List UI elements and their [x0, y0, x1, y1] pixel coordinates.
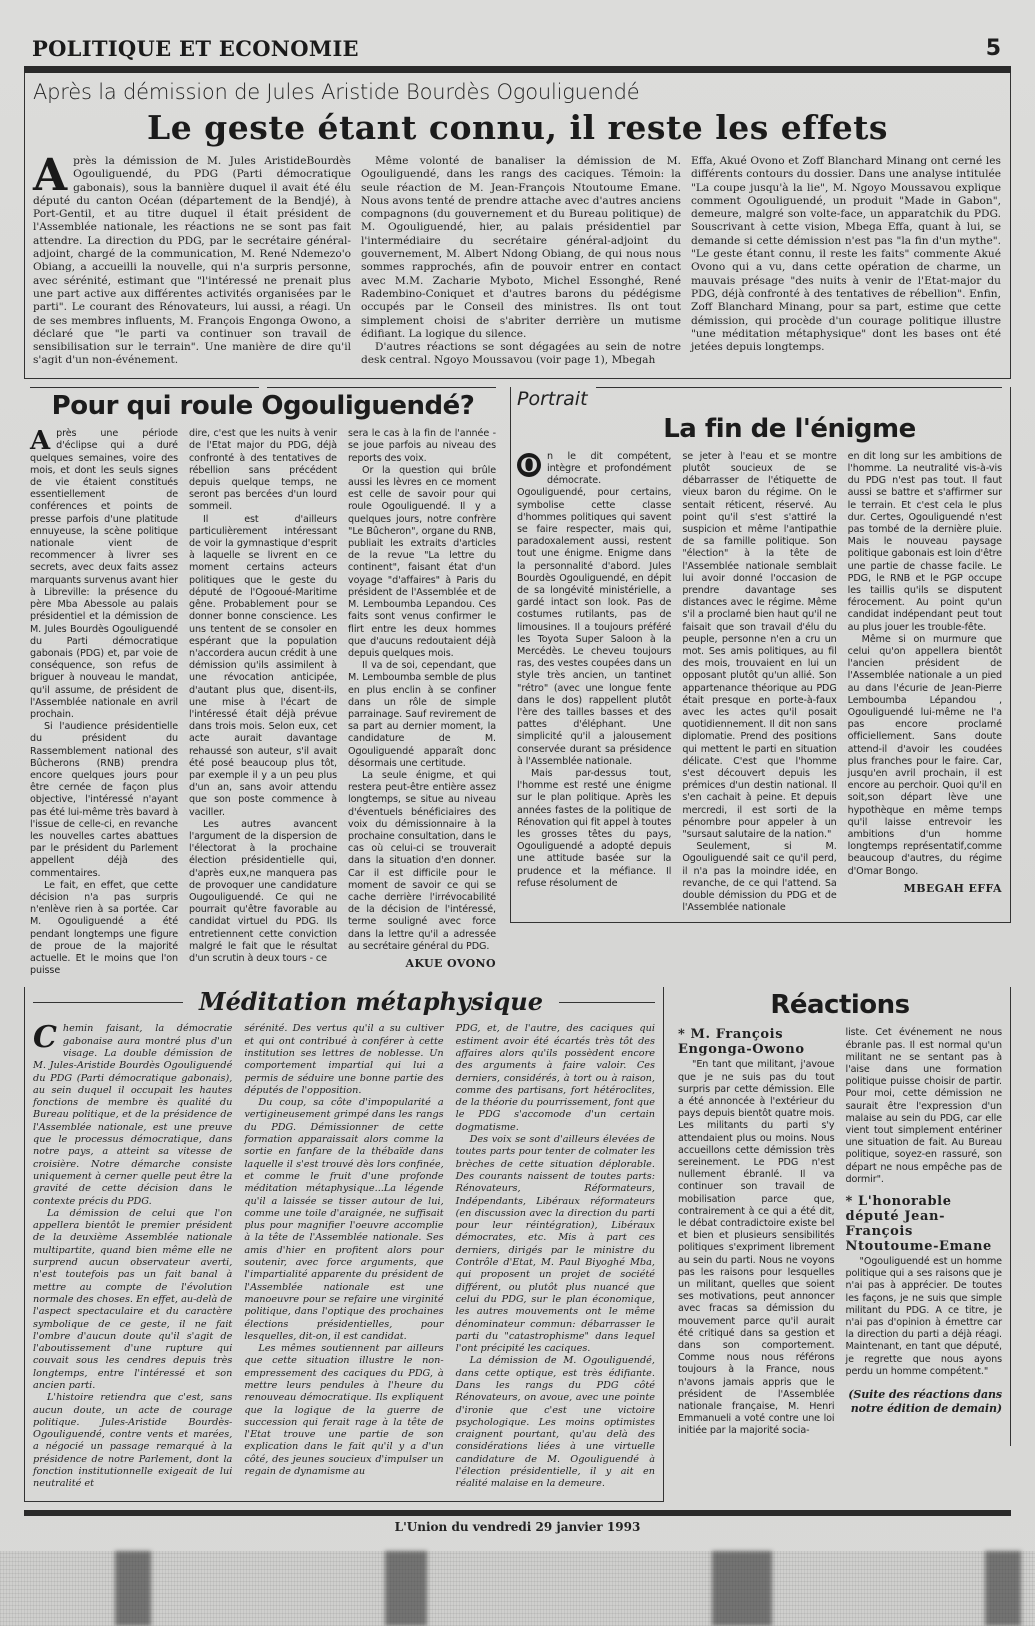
reactions-column-2: [846, 1027, 1003, 1416]
portrait-column-2: [682, 451, 836, 915]
scan-band: [115, 1551, 151, 1626]
meditation-paragraph: Les mêmes soutiennent par ailleurs que cette situation illustre le non-empressement des caciques du PDG, à mettre leurs pendules à l'heure du renouveau démocratique. Ils expliquent que la logique de la guerre de succession qui ferait rage à la tête de l'Etat trouve une partie de son explication dans le fait qu'il y a d'un côté, des jeunes soucieux d'impulser un regain de dynamisme au: [244, 1343, 444, 1478]
portrait-paragraph: n le dit compétent, intègre et profondément démocrate. Ogouliguendé, pour certains, symbolise cette classe d'hommes politiques qui savent se faire respecter, mais qui, paradoxalement aussi, restent tout une énigme. Enigme dans la personnalité d'abord. Jules Bourdès Ogouliguendé, en dépit de sa longévité ministérielle, a gardé intact son look. Pas de costumes rutilants, pas de limousines. Il a toujours préféré les Toyota Super Saloon à la Mercédès. Le cheveu toujours ras, des vestes coupées dans un style très ancien, un tantinet "rétro" (avec une longue fente dans le dos) rappellent plutôt l'ère des tailles basses et des pattes d'éléphant. Une simplicité qu'il a jalousement conservée durant sa présidence à l'Assemblée nationale.: [517, 450, 672, 767]
scan-band: [985, 1551, 1021, 1626]
meditation-column-1: [33, 1020, 233, 1490]
portrait-paragraph: Même si on murmure que celui qu'on appellera bientôt l'ancien président de l'Assemblée nationale a un pied au dans l'écurie de Jean-Pierre Lemboumba Lépandou , Ogouliguendé lui-même ne l'a pas encore proclamé officiellement. Sans doute attend-il d'avoir les coudées plus franches pour le faire. Car, jusqu'en avril prochain, il est encore au perchoir. Quoi qu'il en soit,son départ lève une hypothèque en même temps qu'il laisse entrevoir les ambitions d'un homme longtemps représentatif,comme beaucoup d'autres, du régime d'Omar Bongo.: [847, 633, 1002, 877]
portrait-rule: [596, 387, 1002, 389]
main-col3-paragraph: Effa, Akué Ovono et Zoff Blanchard Minang ont cerné les différents contours du dossier. Dans une analyse intitulée "La coupe jusqu'à la lie", M. Ngoyo Moussavou explique comment Ogouliguendé, un produit "Made in Gabon", demeure, malgré son volte-face, un apparatchik du PDG. Souscrivant à cette vision, Mbega Effa, quant à lui, se demande si cette démission n'est pas "la fin d'un mythe". "Le geste étant connu, il reste les faits" commente Akué Ovono qui a vu, dans cette opération de charme, un mauvais présage "des nuits à venir de l'Etat-major du PDG, déjà confronté à des tentatives de rébellion". Enfin, Zoff Blanchard Minang, pour sa part, estime que cette démission, qui procède d'un courage politique illustre "une méditation métaphysique" dont les bases ont été jetées depuis longtemps.: [691, 155, 1001, 354]
middle-row: [24, 387, 1011, 978]
bottom-row: [24, 987, 1011, 1501]
pour-qui-paragraph: La seule énigme, et qui restera peut-être entière assez longtemps, se situe au niveau d'éventuels bénéficiaires des voix du démissionnaire à la prochaine consultation, dans le cas où celui-ci se trouverait dans la situation d'en donner. Car il est difficile pour le moment de savoir ce qui se cache derrière l'irrévocabilité de la décision de l'intéressé, terme souligné avec force dans la lettre qu'il a adressée au secrétaire général du PDG.: [348, 769, 496, 952]
main-dropcap: A: [33, 150, 68, 201]
header-rule: [24, 66, 1011, 73]
portrait-paragraph: Seulement, si M. Ogouliguendé sait ce qu'il perd, il n'a pas la moindre idée, en revanche, de ce qui l'attend. Sa double démission du PDG et de l'Assemblée nationale: [682, 841, 837, 914]
pour-qui-columns: [30, 428, 496, 977]
pour-qui-header: [30, 387, 496, 389]
main-col2-paragraph: Même volonté de banaliser la démission de M. Ogouliguendé, dans les rangs des caciques. Témoin: la seule réaction de M. Jean-François Ntoutoume Emane. Nous avons tenté de prendre attache avec d'autres anciens compagnons (du gouvernement et du Bureau politique) de M. Ogouliguendé, hier, au palais présidentiel par l'intermédiaire du secrétaire général-adjoint du gouvernement, M. Albert Ndong Obiang, de qui nous nous sommes rapprochés, afin de pouvoir entrer en contact avec M.M. Zacharie Myboto, Michel Essonghé, René Radembino-Coniquet et d'autres barons du pédégisme occupés par le Conseil des ministres. Ils ont tout simplement choisi de s'abriter derrière un mutisme édifiant. La logique du silence.: [361, 155, 681, 340]
meditation-paragraph: Du coup, sa côte d'impopularité a vertigineusement grimpé dans les rangs du PDG. Démissionner de cette formation apparaissait alors comme la sortie en fanfare de la thébaïde dans laquelle il s'est trouvé dès lors confinée, et comme le fruit d'une profonde méditation métaphysique...La légende qu'il a laissée se tisser autour de lui, comme une toile d'araignée, ne suffisait plus pour magnifier l'oeuvre accomplie à la tête de l'Assemblée nationale. Ses amis d'hier en profitent alors pour soutenir, avec force arguments, que l'impartialité apparente du président de l'Assemblée nationale est une manoeuvre pour se refaire une virginité politique, dans l'optique des prochaines élections présidentielles, pour lesquelles, dit-on, il est candidat.: [244, 1097, 444, 1342]
reaction-person-1-quote-continued: liste. Cet événement ne nous ébranle pas. Il est normal qu'un militant ne se sentant pas à l'aise dans une formation politique puisse choisir de partir. Pour moi, cette démission ne saurait être l'expression d'un malaise au sein du PDG, car elle vient tout simplement entériner une situation de fait. Au Bureau politique, soyez-en rassuré, son départ ne nous empêche pas de dormir".: [845, 1027, 1002, 1185]
pour-qui-paragraph: Or la question qui brûle aussi les lèvres en ce moment est celle de savoir pour qui roule Ogouliguendé. Il y a quelques jours, notre confrère "Le Bûcheron", organe du RNB, publiait les extraits d'articles de la revue "La lettre du continent", faisant état d'un voyage "d'affaires" à Paris du président de l'Assemblée et de M. Lemboumba Lepandou. Ces faits sont venus confirmer le flirt entre les deux hommes que d'aucuns redoutaient déjà depuis quelques mois.: [348, 464, 496, 659]
pour-qui-paragraph: sera le cas à la fin de l'année - se joue parfois au niveau des reports des voix.: [348, 428, 496, 464]
meditation-paragraph: sérénité. Des vertus qu'il a su cultiver et qui ont contribué à conférer à cette institution ses lettres de noblesse. Un comportement impartial qui lui a permis de séduire une bonne partie des députés de l'opposition.: [244, 1023, 444, 1096]
pour-qui-paragraph: Si l'audience présidentielle du président du Rassemblement national des Bûcherons (RNB) prendra encore quelques jours pour être cernée de façon plus objective, l'intéressé n'ayant pas été lui-même très bavard à l'issue de celle-ci, en revanche les nouvelles cartes abattues par le président du Parlement appellent déjà des commentaires.: [30, 721, 178, 879]
meditation-rule-right: [559, 1002, 655, 1004]
portrait-column-1: [517, 451, 671, 890]
portrait-box: [510, 387, 1011, 924]
pour-qui-rule-right: [267, 387, 496, 389]
pour-qui-paragraph: Les autres avancent l'argument de la dispersion de l'électorat à la prochaine élection présidentielle qui, d'après eux,ne manquera pas de provoquer une candidature Ougouliguendé. Ce qui ne pourrait qu'être favorable au candidat virtuel du PDG. Ils entretiennent cette conviction malgré le fait que le résultat d'un scrutin à deux tours - ce: [189, 818, 337, 964]
main-article-columns: [33, 150, 1002, 368]
portrait-paragraph: en dit long sur les ambitions de l'homme. La neutralité vis-à-vis du PDG n'est pas tout. Il faut aussi se battre et s'affirmer sur le terrain. Et c'est cela le plus dur. Certes, Ogouliguendé n'est pas tombé de la dernière pluie. Mais le nouveau paysage politique gabonais est loin d'être une partie de chasse facile. Le PDG, le RNB et le PGP occupe les taillis qu'ils se disputent férocement. Au point qu'un candidat indépendant peut tout au plus jouer les trouble-fête.: [847, 450, 1002, 633]
portrait-header: [517, 387, 1002, 411]
reactions-section: [674, 987, 1011, 1445]
meditation-paragraph: La démission de celui que l'on appellera bientôt le premier président de la deuxième Assemblée nationale multipartite, quand bien même elle ne surprend aucun observateur averti, n'est toutefois pas un fait banal à mettre au compte de l'évolution normale des choses. En effet, au-delà de l'aspect spectaculaire et du caractère symbolique de ce geste, il ne fait l'ombre d'aucun doute qu'il s'agit de l'aboutissement d'une rupture qui couvait sous les cendres depuis très longtemps, entre l'intéressé et son ancien parti.: [33, 1207, 233, 1391]
main-article-box: [24, 73, 1011, 379]
pour-qui-column-1: [30, 428, 178, 977]
reactions-headline: Réactions: [770, 990, 910, 1021]
meditation-dropcap: C: [33, 1020, 57, 1056]
masthead: [24, 36, 1011, 62]
main-article-column-2: [361, 155, 681, 368]
meditation-headline: Méditation métaphysique: [199, 987, 543, 1017]
scan-band: [385, 1551, 427, 1626]
main-article-column-3: [691, 155, 1001, 354]
pour-qui-paragraph: dire, c'est que les nuits à venir de l'Etat major du PDG, déjà confronté à des tentatives de rébellion sans précédent depuis quelque temps, ne seront pas bercées d'un lourd sommeil.: [189, 428, 337, 513]
reactions-columns: [678, 1027, 1002, 1437]
reactions-continued-note: (Suite des réactions dans notre édition de demain): [848, 1388, 1002, 1416]
pour-qui-paragraph: Le fait, en effet, que cette décision n'a pas surpris n'enlève rien à sa portée. Car M. Ogouliguendé a été pendant longtemps une figure de proue de la majorité actuelle. Et le moins que l'on puisse: [30, 879, 178, 977]
portrait-byline: MBEGAH EFFA: [903, 881, 1002, 895]
pour-qui-paragraph: Il va de soi, cependant, que M. Lemboumba semble de plus en plus enclin à se confiner dans un rôle de simple parrainage. Sauf revirement de sa part au dernier moment, la candidature de M. Ogouliguendé apparaît donc désormais une certitude.: [348, 660, 496, 769]
section-title: POLITIQUE ET ECONOMIE: [32, 36, 359, 61]
portrait-column-3: [848, 451, 1002, 896]
meditation-paragraph: PDG, et, de l'autre, des caciques qui estiment avoir été écartés très tôt des affaires alors qu'ils possèdent encore des arguments à faire valoir. Ces derniers, considérés, à tort ou à raison, comme des partisans, fort hétéroclites, de la théorie du pourrissement, font que le PDG s'accomode d'un certain dogmatisme.: [455, 1023, 655, 1133]
reaction-person-2-quote: "Ogouliguendé est un homme politique qui a ses raisons que je n'ai pas à apprécier. De toutes les façons, je ne suis que simple militant du PDG. A ce titre, je n'ai pas d'opinion à émettre car la direction du parti a déjà réagi. Maintenant, en tant que député, je regrette que nous ayons perdu un homme compétent.": [845, 1256, 1002, 1377]
meditation-paragraph: Des voix se sont d'ailleurs élevées de toutes parts pour tenter de colmater les brèches de cette situation déplorable. Des courants naissent de toutes parts: Rénovateurs, Réformateurs, Indépendants, Libéraux réformateurs (en discussion avec la direction du parti pour leur réintégration), Libéraux démocrates, etc. Mis à part ces derniers, dirigés par le ministre du Contrôle d'Etat, M. Paul Biyoghé Mba, qui proposent un projet de société différent, ou plutôt plus nuancé que celui du PDG, sur le plan économique, les autres mouvements ont le même dénominateur commun: débarrasser le parti du "catastrophisme" dans lequel l'ont précipité les caciques.: [455, 1134, 655, 1355]
reaction-person-1-name: * M. François Engonga-Owono: [678, 1027, 805, 1058]
meditation-columns: [33, 1020, 655, 1490]
meditation-column-3: [456, 1023, 655, 1490]
reactions-column-1: [678, 1027, 835, 1437]
portrait-headline: La fin de l'énigme: [663, 413, 916, 444]
portrait-columns: [517, 451, 1002, 915]
meditation-box: [24, 987, 664, 1501]
scan-artifact: [0, 1551, 1035, 1626]
main-headline: Le geste étant connu, il reste les effets: [146, 108, 889, 147]
page-number: 5: [985, 36, 1001, 61]
pour-qui-paragraph: Il est d'ailleurs particulièrement intéressant de voir la gymnastique d'esprit à laquelle se livrent en ce moment certains acteurs politiques que le geste du député de l'Ogooué-Maritime gêne. Probablement pour se donner bonne conscience. Les uns tentent de se consoler en espérant que la population n'accordera aucun crédit à une démission qu'ils assimilent à une révocation anticipée, d'autant plus que, disent-ils, une mise à l'écart de l'intéressé était déjà prévue dans trois mois. Selon eux, cet acte aurait davantage rehaussé son auteur, s'il avait été posé beaucoup plus tôt, par exemple il y a un peu plus d'un an, sans avoir attendu que son poste commence à vaciller.: [189, 513, 337, 818]
main-col2-paragraph: D'autres réactions se sont dégagées au sein de notre desk central. Ngoyo Moussavou (voir page 1), Mbegah: [361, 341, 681, 367]
meditation-paragraph: hemin faisant, la démocratie gabonaise aura montré plus d'un visage. La double démission de M. Jules-Aristide Bourdès Ogouliguendé du PDG (Parti démocratique gabonais), au sein duquel il occupait les hautes fonctions de membre ès qualité du Bureau politique, et de la présidence de l'Assemblée nationale, est une preuve que le processus démocratique, dans notre pays, a atteint sa vitesse de croisière. Notre démarche consiste uniquement à cerner quelle peut être la gravité de cette décision dans le contexte précis du PDG.: [33, 1023, 233, 1207]
pour-qui-article: [24, 387, 500, 978]
pour-qui-column-3: [348, 428, 496, 971]
pour-qui-rule-left: [30, 387, 259, 389]
pour-qui-column-2: [189, 428, 337, 965]
pour-qui-paragraph: près une période d'éclipse qui a duré quelques semaines, voire des mois, et dont les seuls signes de vie étaient constitués essentiellement de conférences et points de presse parfois d'une platitude ennuyeuse, la scène politique nationale vient de recommencer à livrer ses secrets, avec deux faits assez marquants survenus avant hier à Libreville: la présence du père Mba Abessole au palais présidentiel et la démission de M. Jules Bourdès Ogouliguendé du Parti démocratique gabonais (PDG) et, par voie de conséquence, son refus de briguer à nouveau le mandat, qu'il assume, de président de l'Assemblée nationale en avril prochain.: [30, 428, 178, 720]
main-kicker: Après la démission de Jules Aristide Bourdès Ogouliguendé: [33, 80, 640, 104]
portrait-tag: Portrait: [517, 387, 588, 410]
pour-qui-headline: Pour qui roule Ogouliguendé?: [51, 391, 475, 422]
pour-qui-dropcap: A: [30, 426, 51, 457]
portrait-dropcap: O: [517, 453, 541, 477]
footer-rule: [24, 1510, 1011, 1516]
reaction-person-2-name: * L'honorable député Jean-François Ntoutoume-Emane: [845, 1194, 992, 1255]
meditation-column-2: [244, 1023, 443, 1478]
scan-band: [712, 1551, 772, 1626]
meditation-header: [33, 987, 655, 1017]
meditation-paragraph: L'histoire retiendra que c'est, sans aucun doute, un acte de courage politique. Jules-Aristide Bourdès-Ogouliguendé, contre vents et marées, a négocié un passage remarqué à la présidence de notre Parlement, dont la fonction institutionnelle exigeait de lui neutralité et: [33, 1392, 233, 1490]
main-article-column-1: [33, 150, 351, 368]
meditation-paragraph: La démission de M. Ogouliguendé, dans cette optique, est très édifiante. Dans les rangs du PDG côté Rénovateurs, on avoue, avec une pointe d'ironie que c'est une victoire psychologique. Les moins optimistes craignent pourtant, qu'au delà des considérations liées à une virtuelle candidature de M. Ogouliguendé à l'élection présidentielle, il y ait en réalité malaise en la demeure.: [455, 1355, 655, 1490]
scan-artifact-area: [0, 1551, 1035, 1626]
pour-qui-byline: AKUE OVONO: [405, 956, 496, 970]
meditation-rule-left: [33, 1002, 183, 1004]
main-col1-text: près la démission de M. Jules AristideBourdès Ogouliguendé, du PDG (Parti démocratique gabonais), sous la bannière duquel il avait été élu député du canton Océan (département de la Bendjé), à Port-Gentil, et au titre duquel il était président de l'Assemblée nationale, les réactions ne se sont pas fait attendre. La direction du PDG, par le secrétaire général-adjoint, chargé de la communication, M. René Ndemezo'o Obiang, a accueilli la nouvelle, qui n'a surpris personne, avec sérénité, estimant que "l'intéressé ne prenait plus une part active aux différentes activités organisées par le parti". Le courant des Rénovateurs, lui aussi, a réagi. Un de ses membres influents, M. François Engonga Owono, a déclaré que "le parti va continuer son travail de sensibilisation sur le terrain". Une manière de dire qu'il s'agit d'un non-événement.: [33, 155, 351, 367]
portrait-paragraph: Mais par-dessus tout, l'homme est resté une énigme sur le plan politique. Après les années fastes de la politique de Rénovation qui fit appel à toutes les grosses têtes du pays, Ogouliguendé a adopté depuis une attitude basée sur la prudence et la méfiance. Il refuse résolument de: [517, 768, 672, 889]
reaction-person-1-quote: "En tant que militant, j'avoue que je ne suis pas du tout surpris par cette démission. Elle a été annoncée à l'extérieur du pays depuis bientôt quatre mois. Les militants du parti s'y attendaient plus ou moins. Nous accueillons cette démission très sereinement. Le PDG n'est nullement ébranlé. Il va continuer son travail de mobilisation parce que, contrairement à ce qui a été dit, le débat contradictoire existe bel et bien et plusieurs sensibilités politiques s'expriment librement au sein du parti. Nous ne voyons pas les raisons pour lesquelles un militant, quelles que soient ses motivations, peut annoncer avec fracas sa démission du mouvement parce qu'il aurait été critiqué dans sa gestion et dans son comportement. Comme nous nous référons toujours à la France, nous n'avons jamais appris que le président de l'Assemblée nationale française, M. Henri Emmanueli a voté contre une loi initiée par la majorité socia-: [678, 1059, 835, 1437]
footer-publication: L'Union du vendredi 29 janvier 1993: [394, 1519, 641, 1534]
portrait-paragraph: se jeter à l'eau et se montre plutôt soucieux de se débarrasser de l'étiquette de vieux baron du régime. On le sentait réticent, réservé. Au point qu'il s'est s'attiré la suspicion et même l'antipathie de sa famille politique. Son "élection" à la tête de l'Assemblée nationale semblait lui avoir donné l'occasion de prendre davantage ses distances avec le régime. Même s'il a proclamé bien haut qu'il ne faisait que son travail d'élu du peuple, personne n'en a cru un mot. Ses amis politiques, au fil des mois, trouvaient en lui un opposant plutôt qu'un allié. Son appartenance théorique au PDG était presque en porte-à-faux avec les actes qu'il posait quotidiennement. Il dit non sans diplomatie. Prend des positions qui mettent le parti en situation délicate. C'est que l'homme s'est découvert depuis les prémices d'un destin national. Il s'en cachait à peine. Et depuis mercredi, il est sorti de la pénombre pour appeler à un "sursaut salutaire de la nation.": [682, 450, 837, 841]
